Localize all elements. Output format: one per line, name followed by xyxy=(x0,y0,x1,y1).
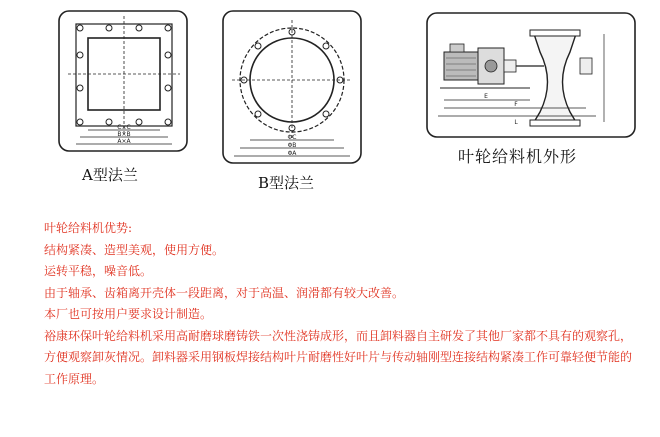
feeder-outline-caption: 叶轮给料机外形 xyxy=(458,147,578,166)
feeder-advantages-section xyxy=(44,218,634,390)
advantage-line-5: 裕康环保叶轮给料机采用高耐磨球磨铸铁一次性浇铸成形，而且卸料器自主研发了其他厂家都不具有的观察孔，方便观察卸灰情况。卸料器采用钢板焊接结构叶片耐磨性好叶片与传动轴刚型连接结构紧凑工作可靠轻便节能的工作原理。 xyxy=(44,328,633,386)
b-type-flange-caption: B型法兰 xyxy=(258,174,315,192)
advantage-line-3: 由于轴承、齿箱离开壳体一段距离，对于高温、润滑都有较大改善。 xyxy=(44,285,405,300)
a-type-flange-drawing xyxy=(58,10,188,165)
a-dim-label-1: C×C xyxy=(117,124,131,131)
a-dim-label-3: A×A xyxy=(117,138,131,145)
a-type-flange-caption: A型法兰 xyxy=(82,166,138,184)
advantages-heading: 叶轮给料机优势: xyxy=(44,221,133,235)
b-dim-label-3: ΦA xyxy=(287,150,297,157)
advantage-line-1: 结构紧凑、造型美观，使用方便。 xyxy=(44,242,225,257)
b-dim-label-2: ΦB xyxy=(287,142,297,149)
c-dim-label-1: E xyxy=(484,93,488,100)
advantage-line-2: 运转平稳，噪音低。 xyxy=(44,264,153,278)
b-type-flange-drawing xyxy=(222,10,362,185)
advantage-line-4: 本厂也可按用户要求设计制造。 xyxy=(44,307,213,321)
b-dim-label-1: ΦC xyxy=(287,134,297,141)
a-dim-label-2: B×B xyxy=(117,131,131,138)
c-dim-label-2: F xyxy=(514,101,518,108)
c-dim-label-3: L xyxy=(514,119,518,126)
